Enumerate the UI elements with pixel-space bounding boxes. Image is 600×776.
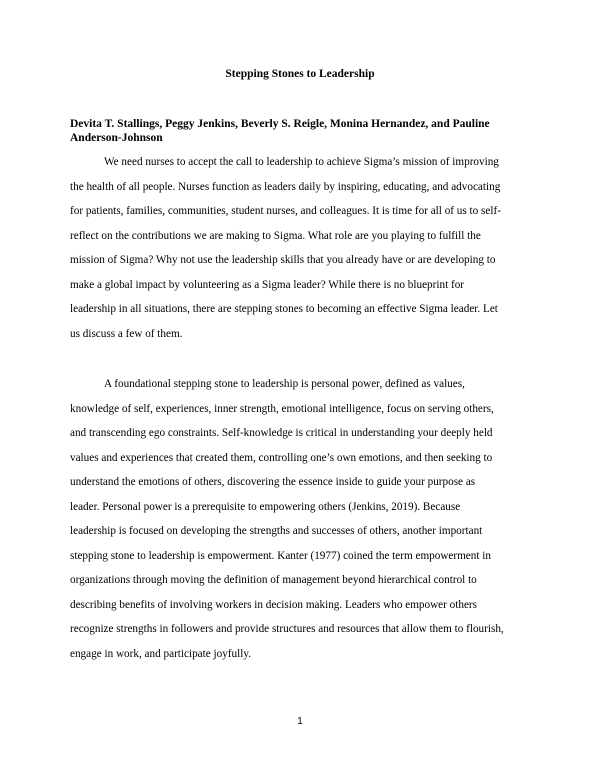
- paragraph-line: leadership is focused on developing the strengths and successes of others, another important: [70, 525, 483, 537]
- paragraph-line: make a global impact by volunteering as a Sigma leader? While there is no blueprint for: [70, 278, 465, 291]
- paragraph-line: reflect on the contributions we are making to Sigma. What role are you playing to fulfill the: [70, 229, 481, 242]
- paragraph-line: and transcending ego constraints. Self-knowledge is critical in understanding your deeply held: [70, 427, 493, 439]
- paragraph-line: We need nurses to accept the call to leadership to achieve Sigma’s mission of improving: [104, 156, 499, 168]
- paragraph-line: mission of Sigma? Why not use the leadership skills that you already have or are developing to: [70, 254, 496, 266]
- paragraph-1: [70, 150, 540, 346]
- paragraph-line: engage in work, and participate joyfully.: [70, 647, 252, 660]
- paragraph-line: us discuss a few of them.: [70, 327, 183, 340]
- page-number: 1: [297, 716, 303, 727]
- paragraph-line: organizations through moving the definition of management beyond hierarchical control to: [70, 574, 477, 586]
- paragraph-line: leadership in all situations, there are stepping stones to becoming an effective Sigma leader. Let: [70, 303, 498, 315]
- paragraph-2: [70, 372, 540, 666]
- paragraph-line: values and experiences that created them, controlling one’s own emotions, and then seeking to: [70, 451, 493, 464]
- paragraph-line: understand the emotions of others, discovering the essence inside to guide your purpose as: [70, 476, 476, 488]
- paragraph-line: recognize strengths in followers and provide structures and resources that allow them to flourish,: [70, 623, 504, 635]
- paragraph-line: stepping stone to leadership is empowerment. Kanter (1977) coined the term empowerment in: [70, 549, 491, 562]
- paragraph-line: for patients, families, communities, student nurses, and colleagues. It is time for all of us to self-: [70, 205, 501, 217]
- paragraph-line: leader. Personal power is a prerequisite to empowering others (Jenkins, 2019). Because: [70, 500, 461, 513]
- paragraph-line: A foundational stepping stone to leadership is personal power, defined as values,: [104, 378, 465, 390]
- document-title: Stepping Stones to Leadership: [225, 68, 375, 80]
- paragraph-line: knowledge of self, experiences, inner strength, emotional intelligence, focus on serving others,: [70, 402, 494, 415]
- paragraph-line: the health of all people. Nurses function as leaders daily by inspiring, educating, and advocating: [70, 180, 501, 193]
- author-list: Devita T. Stallings, Peggy Jenkins, Beverly S. Reigle, Monina Hernandez, and Pauline Anderson-Johnson: [70, 118, 490, 144]
- paragraph-line: describing benefits of involving workers in decision making. Leaders who empower others: [70, 598, 477, 611]
